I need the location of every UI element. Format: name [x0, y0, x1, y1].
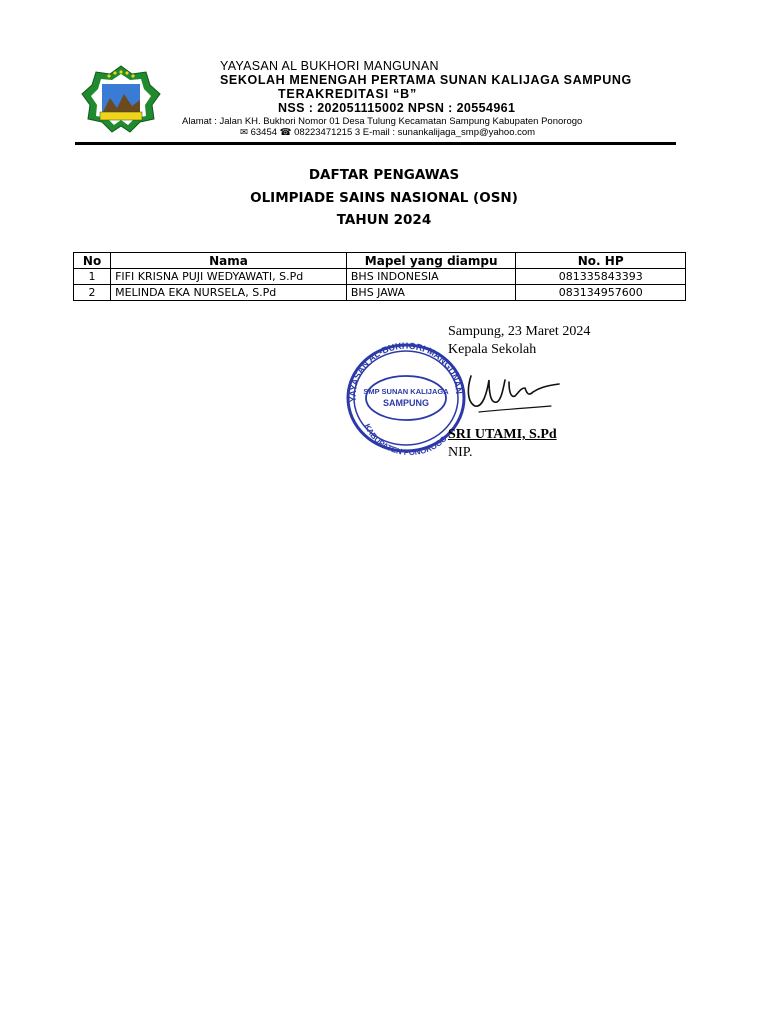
foundation-name: YAYASAN AL BUKHORI MANGUNAN [220, 59, 439, 73]
cell-no: 2 [74, 285, 111, 301]
letterhead-divider [75, 142, 676, 145]
school-contact: ✉ 63454 ☎ 08223471215 3 E-mail : sunankalijaga_smp@yahoo.com [240, 127, 536, 138]
document-title: DAFTAR PENGAWAS [308, 167, 460, 183]
supervisor-table [73, 252, 686, 301]
school-emblem-icon [80, 64, 162, 136]
cell-phone: 083134957600 [516, 285, 686, 301]
handwritten-signature [455, 362, 565, 422]
signer-name: SRI UTAMI, S.Pd [448, 427, 557, 442]
table-header-row [74, 253, 686, 269]
stamp-inner-line2: SAMPUNG [382, 398, 430, 408]
column-header-name: Nama [111, 253, 347, 269]
cell-name: MELINDA EKA NURSELA, S.Pd [111, 285, 347, 301]
cell-subject: BHS JAWA [346, 285, 516, 301]
stamp-inner-line1: SMP SUNAN KALIJAGA [363, 387, 449, 396]
school-address: Alamat : Jalan KH. Bukhori Nomor 01 Desa Tulung Kecamatan Sampung Kabupaten Ponorogo [182, 116, 583, 127]
table-row [74, 269, 686, 285]
table-row [74, 285, 686, 301]
column-header-no: No [74, 253, 111, 269]
cell-name: FIFI KRISNA PUJI WEDYAWATI, S.Pd [111, 269, 347, 285]
cell-no: 1 [74, 269, 111, 285]
stamp-top-text: YAYASAN AL-BUKHORI MANGUNAN [347, 340, 465, 403]
signer-role: Kepala Sekolah [448, 342, 537, 357]
cell-subject: BHS INDONESIA [346, 269, 516, 285]
svg-text:KABUPATEN PONOROGO [363, 422, 449, 456]
school-name: SEKOLAH MENENGAH PERTAMA SUNAN KALIJAGA SAMPUNG [220, 73, 632, 87]
column-header-phone: No. HP [516, 253, 686, 269]
document-subtitle: OLIMPIADE SAINS NASIONAL (OSN) [250, 190, 518, 206]
stamp-bottom-text: KABUPATEN PONOROGO [362, 422, 449, 456]
column-header-subject: Mapel yang diampu [346, 253, 516, 269]
document-year: TAHUN 2024 [336, 212, 432, 228]
place-date: Sampung, 23 Maret 2024 [448, 324, 591, 339]
cell-phone: 081335843393 [516, 269, 686, 285]
signer-nip: NIP. [448, 445, 473, 460]
school-ids: NSS : 202051115002 NPSN : 20554961 [278, 101, 516, 115]
accreditation: TERAKREDITASI “B” [278, 87, 418, 101]
